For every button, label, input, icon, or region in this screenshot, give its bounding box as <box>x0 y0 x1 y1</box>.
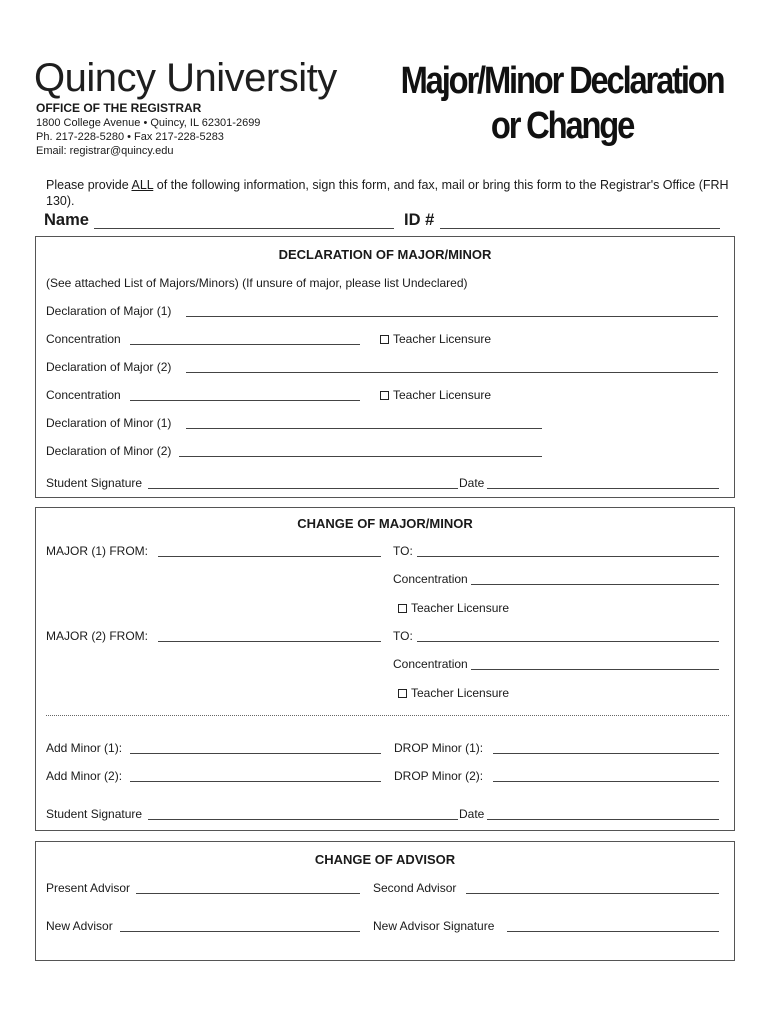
checkbox-icon <box>398 689 407 698</box>
minor2-field[interactable] <box>179 456 542 457</box>
change-section <box>35 507 735 831</box>
concentration2-label: Concentration <box>46 388 121 402</box>
change-concentration1-label: Concentration <box>393 572 468 586</box>
change-teacher-licensure2-checkbox[interactable]: Teacher Licensure <box>398 686 509 700</box>
declaration-section <box>35 236 735 498</box>
change-major2-from-label: MAJOR (2) FROM: <box>46 629 148 643</box>
change-signature-field[interactable] <box>148 819 458 820</box>
minor2-label: Declaration of Minor (2) <box>46 444 172 458</box>
new-advisor-signature-field[interactable] <box>507 931 719 932</box>
minor1-field[interactable] <box>186 428 542 429</box>
checkbox-icon <box>398 604 407 613</box>
minor1-label: Declaration of Minor (1) <box>46 416 172 430</box>
concentration1-label: Concentration <box>46 332 121 346</box>
change-major1-to-label: TO: <box>393 544 413 558</box>
drop-minor2-label: DROP Minor (2): <box>394 769 484 783</box>
present-advisor-label: Present Advisor <box>46 881 131 895</box>
second-advisor-field[interactable] <box>466 893 719 894</box>
change-concentration1-field[interactable] <box>471 584 719 585</box>
new-advisor-signature-label: New Advisor Signature <box>373 919 495 933</box>
add-minor2-label: Add Minor (2): <box>46 769 123 783</box>
declaration-title: DECLARATION OF MAJOR/MINOR <box>278 247 492 262</box>
present-advisor-field[interactable] <box>136 893 360 894</box>
declaration-note: (See attached List of Majors/Minors) (If unsure of major, please list Undeclared) <box>46 276 468 290</box>
phone-fax: Ph. 217-228-5280 • Fax 217-228-5283 <box>36 131 224 143</box>
change-concentration2-label: Concentration <box>393 657 468 671</box>
signature-label: Student Signature <box>46 476 143 490</box>
major1-field[interactable] <box>186 316 718 317</box>
add-minor1-label: Add Minor (1): <box>46 741 123 755</box>
checkbox-icon <box>380 391 389 400</box>
address: 1800 College Avenue • Quincy, IL 62301-2699 <box>36 117 261 129</box>
id-label: ID # <box>404 211 435 229</box>
major2-label: Declaration of Major (2) <box>46 360 172 374</box>
new-advisor-field[interactable] <box>120 931 360 932</box>
major1-label: Declaration of Major (1) <box>46 304 172 318</box>
university-name: Quincy University <box>34 56 337 100</box>
concentration2-field[interactable] <box>130 400 360 401</box>
advisor-title: CHANGE OF ADVISOR <box>314 852 456 867</box>
drop-minor1-label: DROP Minor (1): <box>394 741 484 755</box>
instructions: Please provide ALL of the following information, sign this form, and fax, mail or bring this form to the Registrar's Office (FRH 130). <box>46 178 729 208</box>
signature-field[interactable] <box>148 488 458 489</box>
change-major2-to-label: TO: <box>393 629 413 643</box>
email: Email: registrar@quincy.edu <box>36 145 174 157</box>
change-major1-from-field[interactable] <box>158 556 381 557</box>
change-date-field[interactable] <box>487 819 719 820</box>
concentration1-field[interactable] <box>130 344 360 345</box>
teacher-licensure2-checkbox[interactable]: Teacher Licensure <box>380 388 491 402</box>
second-advisor-label: Second Advisor <box>373 881 457 895</box>
name-label: Name <box>44 211 89 229</box>
change-title: CHANGE OF MAJOR/MINOR <box>297 516 473 531</box>
change-major1-to-field[interactable] <box>417 556 719 557</box>
teacher-licensure1-checkbox[interactable]: Teacher Licensure <box>380 332 491 346</box>
major2-field[interactable] <box>186 372 718 373</box>
change-concentration2-field[interactable] <box>471 669 719 670</box>
drop-minor2-field[interactable] <box>493 781 719 782</box>
checkbox-icon <box>380 335 389 344</box>
form-title-line-1: Major/Minor Declaration <box>400 60 724 102</box>
date-field[interactable] <box>487 488 719 489</box>
office-name: OFFICE OF THE REGISTRAR <box>36 101 202 115</box>
change-major1-from-label: MAJOR (1) FROM: <box>46 544 148 558</box>
change-major2-to-field[interactable] <box>417 641 719 642</box>
drop-minor1-field[interactable] <box>493 753 719 754</box>
form-title-line-2: or Change <box>490 105 634 147</box>
change-teacher-licensure1-checkbox[interactable]: Teacher Licensure <box>398 601 509 615</box>
change-major2-from-field[interactable] <box>158 641 381 642</box>
name-field[interactable] <box>94 228 394 229</box>
date-label: Date <box>459 476 485 490</box>
change-date-label: Date <box>459 807 485 821</box>
advisor-section <box>35 841 735 961</box>
id-field[interactable] <box>440 228 720 229</box>
add-minor1-field[interactable] <box>130 753 381 754</box>
change-signature-label: Student Signature <box>46 807 143 821</box>
section-divider <box>46 715 729 716</box>
add-minor2-field[interactable] <box>130 781 381 782</box>
new-advisor-label: New Advisor <box>46 919 113 933</box>
